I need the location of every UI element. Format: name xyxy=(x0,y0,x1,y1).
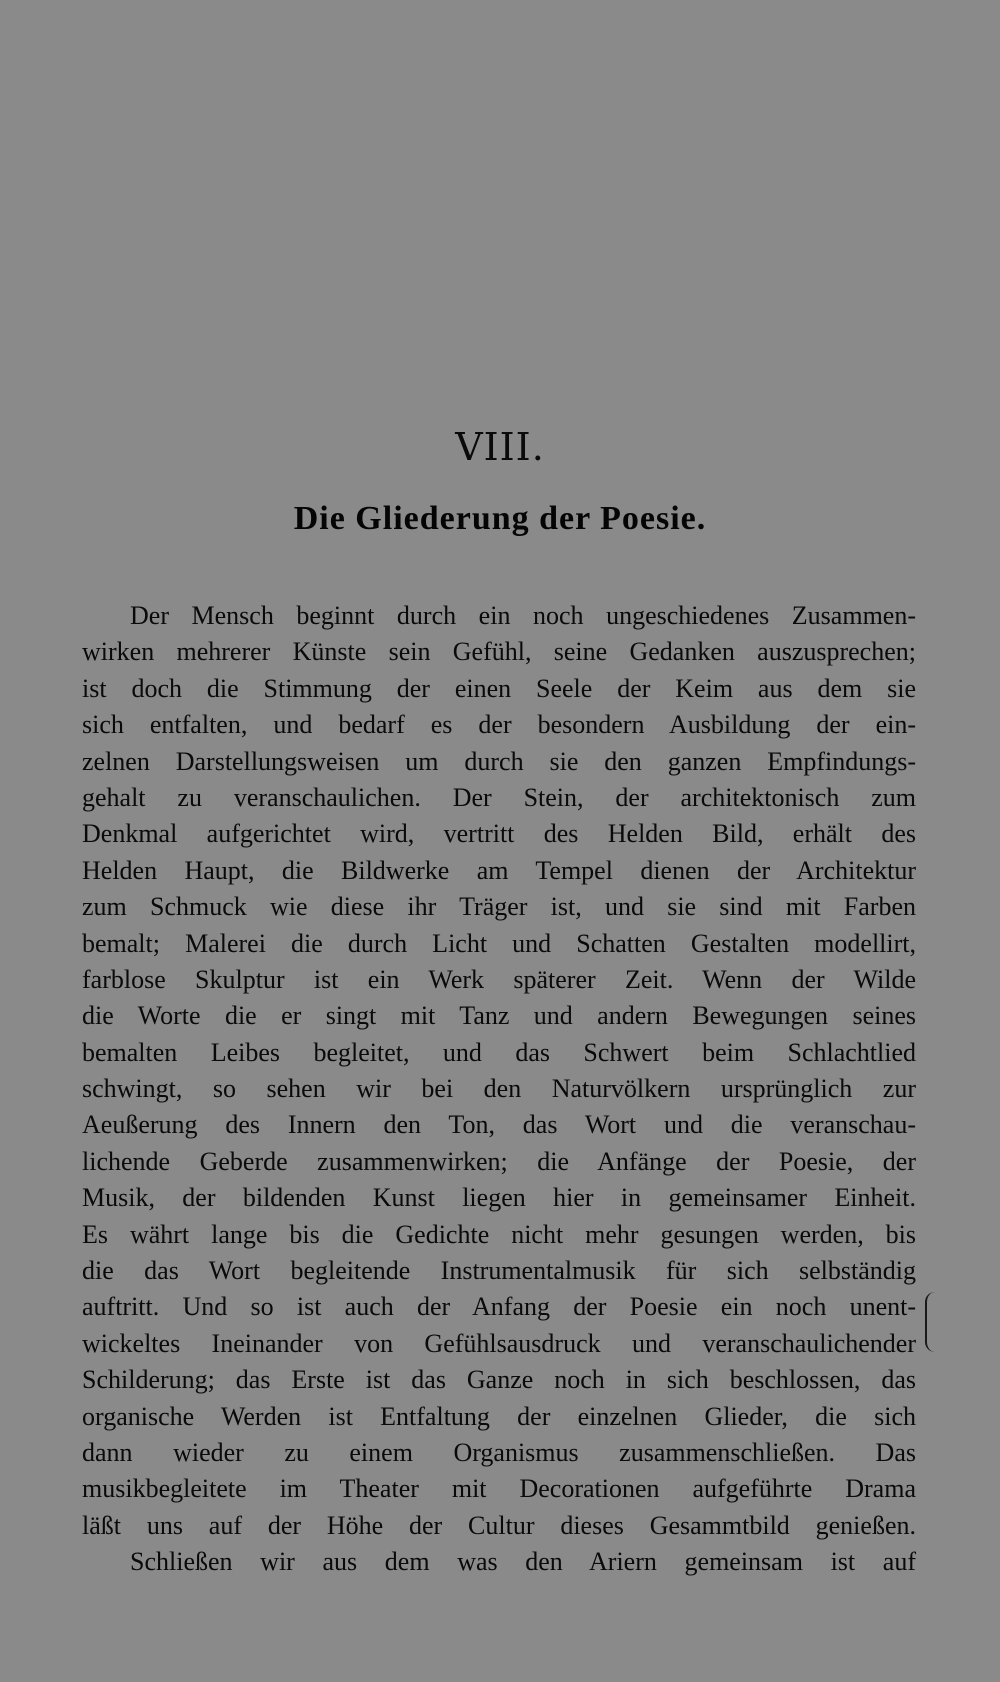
text-line: die Worte die er singt mit Tanz und andern Bewegungen seines xyxy=(82,1001,916,1031)
text-line: Helden Haupt, die Bildwerke am Tempel dienen der Architektur xyxy=(82,855,916,885)
text-line: zelnen Darstellungsweisen um durch sie den ganzen Empfindungs- xyxy=(82,746,916,776)
text-line: farblose Skulptur ist ein Werk späterer Zeit. Wenn der Wilde xyxy=(82,964,916,994)
body-text xyxy=(82,598,916,1581)
text-line: Es währt lange bis die Gedichte nicht mehr gesungen werden, bis xyxy=(82,1219,916,1249)
text-line: Schilderung; das Erste ist das Ganze noch in sich beschlossen, das xyxy=(82,1365,916,1395)
text-line: Aeußerung des Innern den Ton, das Wort und die veranschau- xyxy=(82,1110,916,1140)
text-line: Denkmal aufgerichtet wird, vertritt des Helden Bild, erhält des xyxy=(82,819,916,849)
text-line: wickeltes Ineinander von Gefühlsausdruck und veranschaulichender xyxy=(82,1328,916,1358)
text-line: auftritt. Und so ist auch der Anfang der Poesie ein noch unent- xyxy=(82,1292,916,1322)
text-line: sich entfalten, und bedarf es der besondern Ausbildung der ein- xyxy=(82,710,916,740)
text-line: bemalt; Malerei die durch Licht und Schatten Gestalten modellirt, xyxy=(82,928,916,958)
text-line: Der Mensch beginnt durch ein noch ungeschiedenes Zusammen- xyxy=(130,601,916,630)
text-line: lichende Geberde zusammenwirken; die Anfänge der Poesie, der xyxy=(82,1146,916,1176)
text-line: schwingt, so sehen wir bei den Naturvölkern ursprünglich zur xyxy=(82,1074,916,1104)
text-line: ist doch die Stimmung der einen Seele der Keim aus dem sie xyxy=(82,673,916,703)
text-line: Schließen wir aus dem was den Ariern gemeinsam ist auf xyxy=(130,1547,916,1577)
text-line: bemalten Leibes begleitet, und das Schwert beim Schlachtlied xyxy=(82,1037,916,1067)
text-line: dann wieder zu einem Organismus zusammenschließen. Das xyxy=(82,1437,916,1467)
text-line: musikbegleitete im Theater mit Decorationen aufgeführte Drama xyxy=(82,1474,916,1504)
chapter-title: Die Gliederung der Poesie. xyxy=(293,500,707,537)
text-line: gehalt zu veranschaulichen. Der Stein, der architektonisch zum xyxy=(82,782,916,812)
text-line: die das Wort begleitende Instrumentalmusik für sich selbständig xyxy=(82,1256,916,1286)
text-line: wirken mehrerer Künste sein Gefühl, seine Gedanken auszusprechen; xyxy=(82,637,916,667)
chapter-number: VIII. xyxy=(455,425,545,469)
margin-bracket-mark xyxy=(925,1292,935,1352)
text-line: zum Schmuck wie diese ihr Träger ist, und sie sind mit Farben xyxy=(82,892,916,922)
text-line: läßt uns auf der Höhe der Cultur dieses Gesammtbild genießen. xyxy=(82,1510,916,1540)
text-line: organische Werden ist Entfaltung der einzelnen Glieder, die sich xyxy=(82,1401,916,1431)
text-line: Musik, der bildenden Kunst liegen hier in gemeinsamer Einheit. xyxy=(82,1183,916,1213)
